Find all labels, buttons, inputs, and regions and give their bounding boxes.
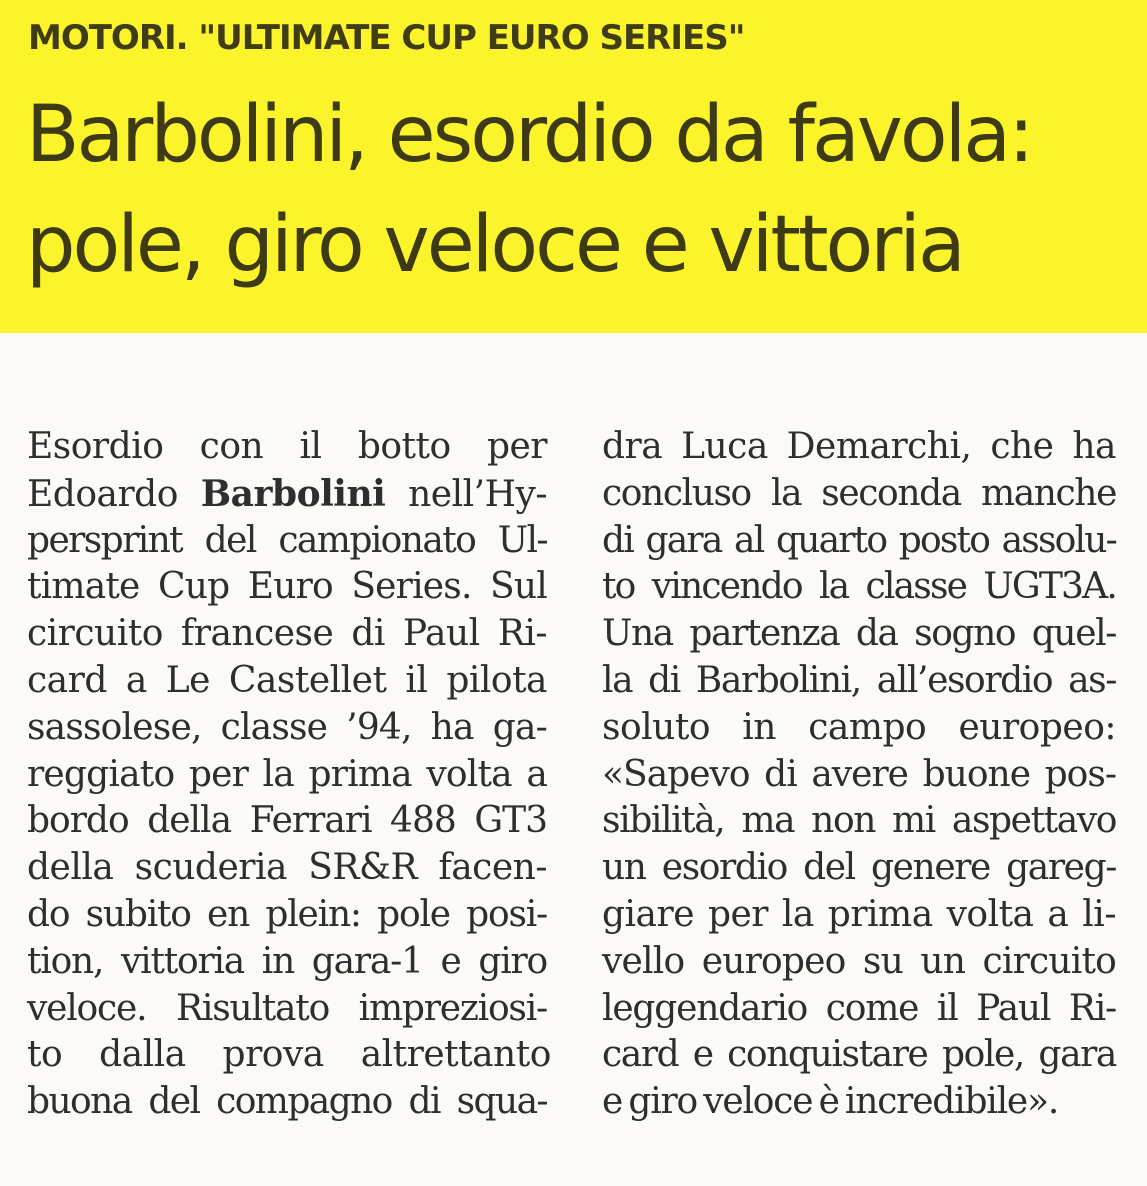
article-headline bbox=[26, 80, 1031, 300]
first-name: Edoardo bbox=[27, 473, 178, 515]
text-line: to dalla prova altrettanto bbox=[27, 1034, 551, 1076]
text-line: circuito francese di Paul Ri- bbox=[27, 613, 547, 655]
article-column-left bbox=[27, 424, 551, 1126]
text-line: sassolese, classe ’94, ha ga- bbox=[27, 706, 547, 748]
section-kicker: MOTORI. "ULTIMATE CUP EURO SERIES" bbox=[28, 18, 745, 58]
text-fragment: nell’Hy- bbox=[408, 473, 547, 515]
text-line: concluso la seconda manche bbox=[602, 472, 1116, 514]
text-line: la di Barbolini, all’esordio as- bbox=[602, 659, 1116, 701]
text-line: di gara al quarto posto assolu- bbox=[602, 519, 1116, 561]
text-line: card e conquistare pole, gara bbox=[602, 1034, 1116, 1076]
text-line: giare per la prima volta a li- bbox=[602, 893, 1116, 935]
text-line: Una partenza da sogno quel- bbox=[602, 613, 1116, 655]
text-line: timate Cup Euro Series. Sul bbox=[27, 566, 547, 608]
headline-line-1: Barbolini, esordio da favola: bbox=[26, 90, 1032, 180]
text-line: reggiato per la prima volta a bbox=[27, 753, 547, 795]
text-line: e giro veloce è incredibile». bbox=[602, 1081, 1059, 1123]
text-line: buona del compagno di squa- bbox=[27, 1081, 547, 1123]
text-line: dra Luca Demarchi, che ha bbox=[602, 426, 1116, 467]
text-line: do subito en plein: pole posi- bbox=[27, 893, 547, 935]
text-line: bordo della Ferrari 488 GT3 bbox=[27, 800, 547, 842]
text-line: tion, vittoria in gara-1 e giro bbox=[27, 940, 547, 982]
text-line: Esordio con il botto per bbox=[27, 426, 547, 467]
text-line: un esordio del genere gareg- bbox=[602, 847, 1116, 889]
text-line: to vincendo la classe UGT3A. bbox=[602, 566, 1116, 608]
text-line: veloce. Risultato impreziosi- bbox=[27, 987, 547, 1029]
text-line bbox=[27, 471, 547, 518]
text-line: soluto in campo europeo: bbox=[602, 706, 1116, 748]
text-line: sibilità, ma non mi aspettavo bbox=[602, 800, 1116, 842]
headline-banner bbox=[0, 0, 1147, 333]
text-line: card a Le Castellet il pilota bbox=[27, 659, 547, 701]
headline-line-2: pole, giro veloce e vittoria bbox=[26, 200, 963, 290]
text-line: persprint del campionato Ul- bbox=[27, 519, 547, 561]
text-line: della scuderia SR&R facen- bbox=[27, 847, 547, 889]
text-line: vello europeo su un circuito bbox=[602, 940, 1116, 982]
text-line: «Sapevo di avere buone pos- bbox=[602, 753, 1116, 795]
article-column-right bbox=[602, 424, 1116, 1126]
text-line: leggendario come il Paul Ri- bbox=[602, 987, 1116, 1029]
bold-surname: Barbolini bbox=[200, 472, 386, 515]
